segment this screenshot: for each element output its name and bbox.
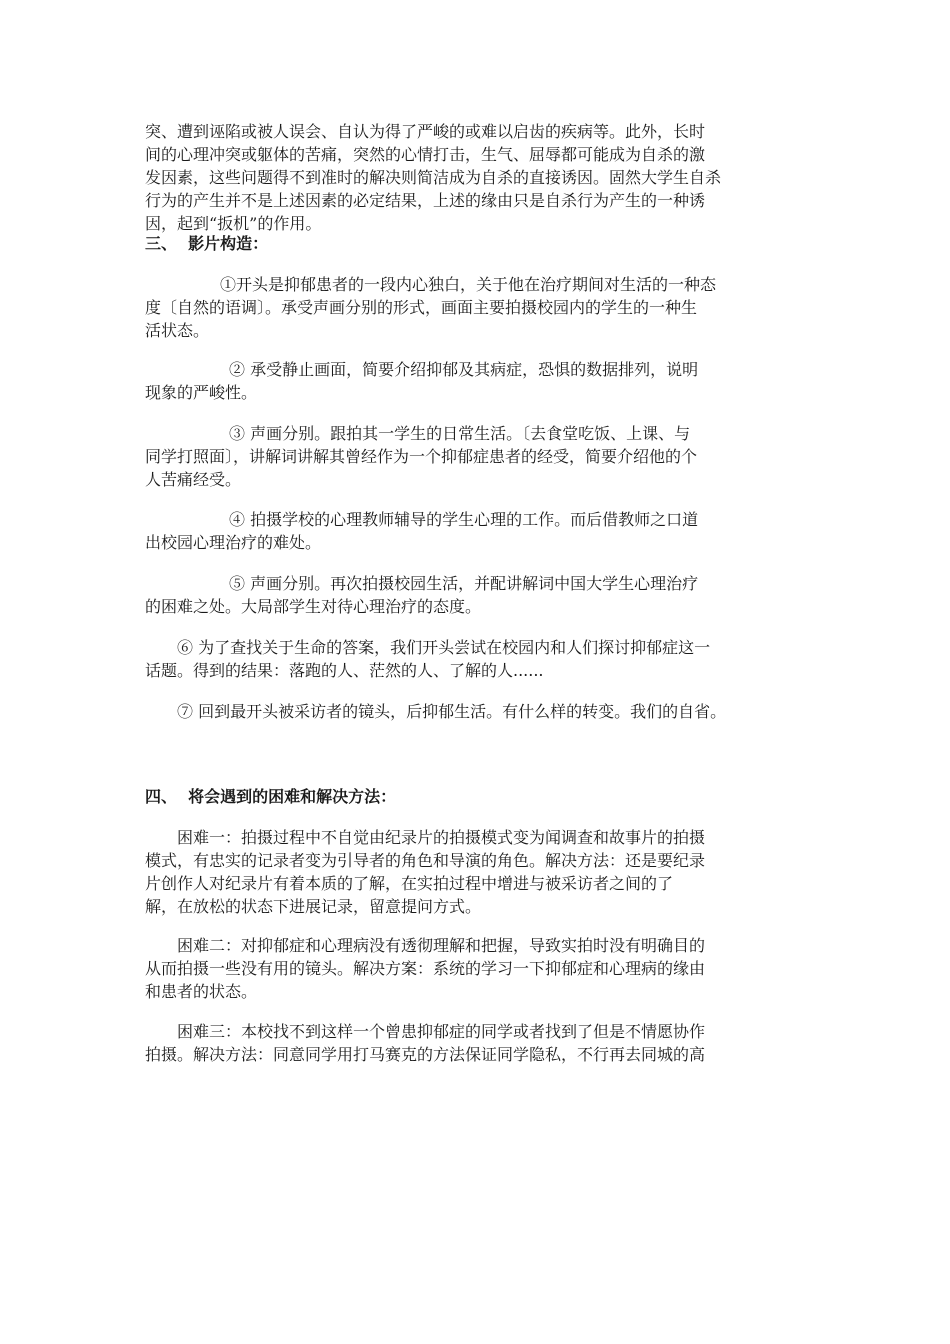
text-line: 人苦痛经受。 — [145, 470, 242, 489]
text-line: 同学打照面〕，讲解词讲解其曾经作为一个抑郁症患者的经受，简要介绍他的个 — [145, 447, 698, 466]
text-line: 活状态。 — [145, 321, 210, 340]
text-line: 间的心理冲突或躯体的苦痛，突然的心情打击，生气、屈辱都可能成为自杀的激 — [145, 145, 706, 164]
text-line: ⑥ 为了查找关于生命的答案，我们开头尝试在校园内和人们探讨抑郁症这一 — [177, 638, 711, 657]
section-3-heading: 三、 影片构造： — [145, 234, 269, 253]
text-line: 行为的产生并不是上述因素的必定结果，上述的缘由只是自杀行为产生的一种诱 — [145, 191, 706, 210]
structure-item-7 — [145, 700, 815, 723]
difficulty-3 — [145, 1020, 815, 1066]
text-line: 突、遭到诬陷或被人误会、自认为得了严峻的或难以启齿的疾病等。此外，长时 — [145, 122, 706, 141]
text-line: 解，在放松的状态下进展记录，留意提问方式。 — [145, 897, 482, 916]
text-line: 从而拍摄一些没有用的镜头。解决方案：系统的学习一下抑郁症和心理病的缘由 — [145, 959, 706, 978]
difficulty-2 — [145, 934, 815, 1003]
intro-paragraph — [145, 120, 815, 235]
text-line: 度〔自然的语调〕。承受声画分别的形式，画面主要拍摄校园内的学生的一种生 — [145, 298, 698, 317]
text-line: 话题。得到的结果：落跑的人、茫然的人、了解的人...... — [145, 661, 544, 680]
structure-item-2 — [145, 358, 815, 404]
text-line: ①开头是抑郁患者的一段内心独白，关于他在治疗期间对生活的一种态 — [220, 275, 717, 294]
text-line: 拍摄。解决方法：同意同学用打马赛克的方法保证同学隐私，不行再去同城的高 — [145, 1045, 706, 1064]
text-line: 出校园心理治疗的难处。 — [145, 533, 322, 552]
section-4-heading: 四、 将会遇到的困难和解决方法： — [145, 787, 397, 806]
text-line: 和患者的状态。 — [145, 982, 258, 1001]
text-line: 困难二：对抑郁症和心理病没有透彻理解和把握，导致实拍时没有明确目的 — [177, 936, 706, 955]
text-line: 因，起到“扳机”的作用。 — [145, 214, 322, 233]
text-line: ④ 拍摄学校的心理教师辅导的学生心理的工作。而后借教师之口道 — [229, 510, 699, 529]
text-line: 的困难之处。大局部学生对待心理治疗的态度。 — [145, 597, 482, 616]
text-line: 片创作人对纪录片有着本质的了解，在实拍过程中增进与被采访者之间的了 — [145, 874, 674, 893]
text-line: ⑤ 声画分别。再次拍摄校园生活，并配讲解词中国大学生心理治疗 — [229, 574, 699, 593]
text-line: 发因素，这些问题得不到准时的解决则简洁成为自杀的直接诱因。固然大学生自杀 — [145, 168, 722, 187]
text-line: ③ 声画分别。跟拍其一学生的日常生活。〔去食堂吃饭、上课、与 — [229, 424, 691, 443]
text-line: 困难三：本校找不到这样一个曾患抑郁症的同学或者找到了但是不情愿协作 — [177, 1022, 706, 1041]
structure-item-5 — [145, 572, 815, 618]
text-line: 现象的严峻性。 — [145, 383, 258, 402]
text-line: ② 承受静止画面，简要介绍抑郁及其病症，恐惧的数据排列，说明 — [229, 360, 699, 379]
text-line: ⑦ 回到最开头被采访者的镜头，后抑郁生活。有什么样的转变。我们的自省。 — [177, 702, 727, 721]
difficulty-1 — [145, 826, 815, 918]
structure-item-3 — [145, 422, 815, 491]
structure-item-4 — [145, 508, 815, 554]
structure-item-1 — [145, 273, 815, 342]
structure-item-6 — [145, 636, 815, 682]
text-line: 模式，有忠实的记录者变为引导者的角色和导演的角色。解决方法：还是要纪录 — [145, 851, 706, 870]
text-line: 困难一：拍摄过程中不自觉由纪录片的拍摄模式变为闻调查和故事片的拍摄 — [177, 828, 706, 847]
